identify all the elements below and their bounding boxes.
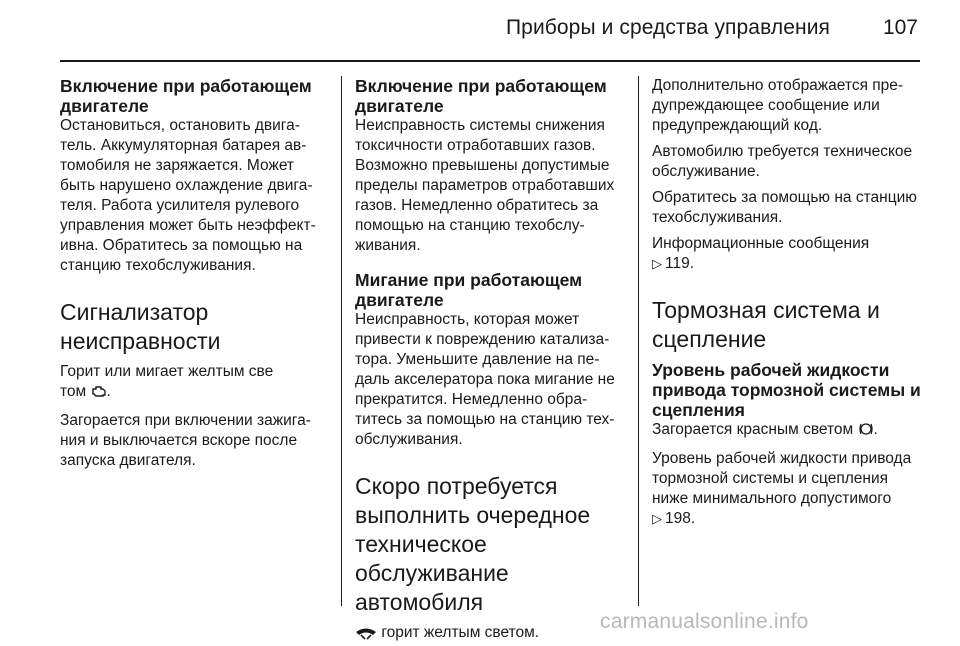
body-text <box>652 449 927 529</box>
body-text: Горит или мигает желтым све том . <box>60 362 330 405</box>
column-3 <box>652 76 927 529</box>
body-text: Загорается красным светом . <box>652 420 927 443</box>
body-text: Неисправность системы снижения токсичности отработавших газов. Возможно превышены допустимые пределы параметров отработавших газов. Немедленно обратитесь за помощью на станцию техобслуживания. <box>355 117 615 254</box>
body-text: Автомобилю требуется техническое обслуживание. <box>652 143 913 180</box>
column-divider <box>341 76 342 606</box>
section-heading: Мигание при работающем двигателе <box>355 270 583 310</box>
column-1 <box>60 76 330 471</box>
section-title-line: техническое <box>355 531 487 557</box>
header-rule <box>60 60 920 62</box>
column-divider <box>638 76 639 606</box>
page-header <box>0 0 960 62</box>
page-reference[interactable]: 198. <box>665 510 696 527</box>
section-title-line: выполнить очередное <box>355 502 591 528</box>
section-title-line: Скоро потребуется <box>355 473 558 499</box>
column-2 <box>355 76 625 646</box>
section-heading: Уровень рабочей жидкости привода тормозной системы и сцепления <box>652 360 921 420</box>
section-heading: Включение при работающем двигателе <box>355 76 607 116</box>
body-text-part: Информационные сообщения <box>652 235 870 252</box>
section-title <box>355 472 625 617</box>
body-text <box>355 623 625 646</box>
section-title-line: сцепление <box>652 326 767 352</box>
section-title <box>652 296 927 354</box>
section-heading: Включение при работающем двигателе <box>60 76 312 116</box>
page-number: 107 <box>882 16 918 39</box>
section-title-line: неисправности <box>60 328 221 354</box>
body-text <box>652 234 927 274</box>
service-wrench-icon <box>355 626 377 646</box>
body-text-part: Горит или мигает желтым све <box>60 363 274 380</box>
body-text: Дополнительно отображается предупреждающее сообщение или предупреждающий код. <box>652 77 904 134</box>
body-text: Остановиться, остановить двигатель. Аккумуляторная батарея автомобиля не заряжается. Может быть нарушено охлаждение двигателя. Работа усилителя рулевого управления может быть неэффективна. Обратитесь за помощью на станцию техобслуживания. <box>60 117 316 274</box>
body-text: Обратитесь за помощью на станцию техобслуживания. <box>652 189 917 226</box>
body-text-part: том <box>60 383 87 400</box>
body-text: Загорается при включении зажигания и выключается вскоре после запуска двигателя. <box>60 412 311 469</box>
page-reference[interactable]: 119. <box>665 255 695 272</box>
body-text-part: Загорается красным светом <box>652 421 854 438</box>
body-text-part: Уровень рабочей жидкости привода тормозной системы и сцепления ниже минимального допустимого <box>652 450 912 507</box>
page-reference-arrow-icon: ▷ <box>652 511 662 526</box>
engine-check-icon <box>91 384 107 405</box>
body-text-part: горит желтым светом. <box>381 624 540 641</box>
watermark: carmanualsonline.info <box>600 610 809 633</box>
section-title-line: автомобиля <box>355 589 484 615</box>
section-title-line: обслуживание <box>355 560 509 586</box>
section-title <box>60 298 330 356</box>
body-text: Неисправность, которая может привести к повреждению катализатора. Уменьшите давление на педаль акселератора пока мигание не прекратится. Немедленно обратитесь за помощью на станцию техобслуживания. <box>355 311 615 448</box>
brake-warning-icon <box>858 421 874 443</box>
header-title: Приборы и средства управления <box>505 16 830 39</box>
page-reference-arrow-icon: ▷ <box>652 256 662 271</box>
section-title-line: Сигнализатор <box>60 299 209 325</box>
section-title-line: Тормозная система и <box>652 297 880 323</box>
